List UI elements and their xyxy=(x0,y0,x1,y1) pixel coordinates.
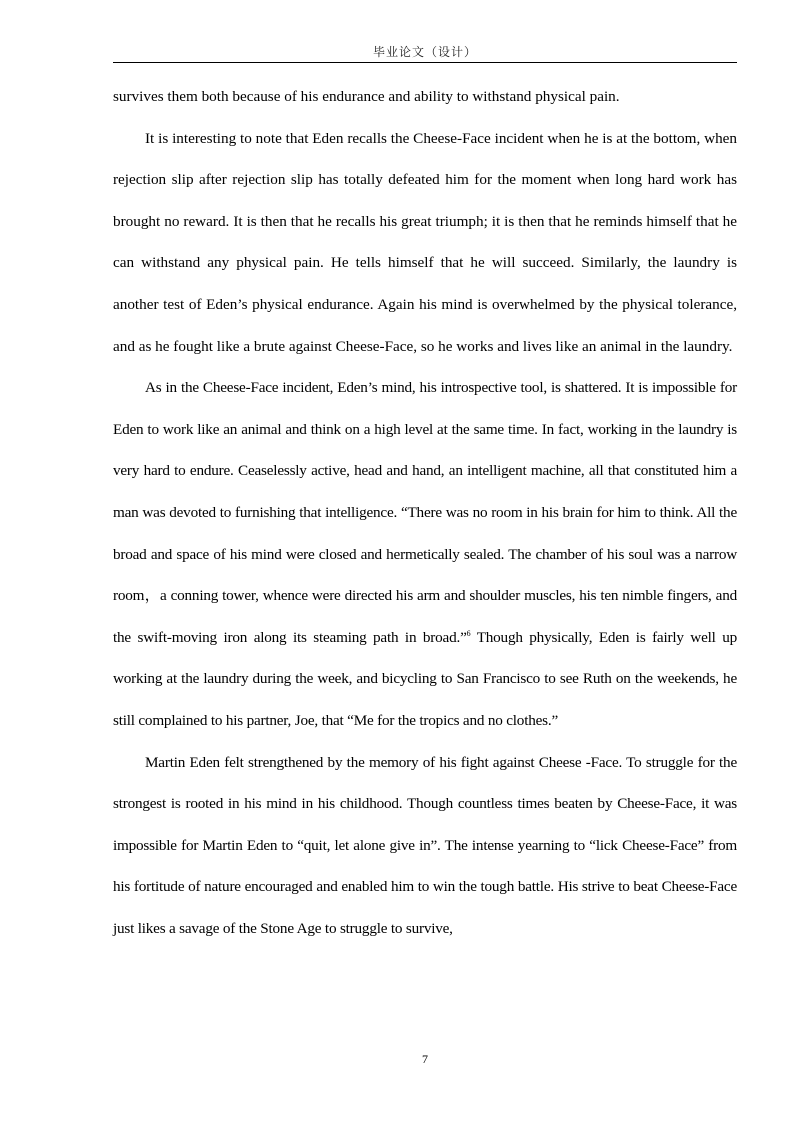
paragraph-3-text-before: As in the Cheese-Face incident, Eden’s mind, his introspective tool, is shattered. It is impossible for Eden to work like an animal and think on a high level at the same time. In fact, working in the laundry is very hard to endure. Ceaselessly active, head and hand, an intelligent machine, all that constituted him a man was devoted to furnishing that intelligence. “There was no room in his brain for him to think. All the broad and space of his mind were closed and hermetically sealed. The chamber of his soul was a narrow room，a conning tower, whence were directed his arm and shoulder muscles, his ten nimble fingers, and the swift-moving iron along its steaming path in broad.” xyxy=(113,379,737,646)
footnote-marker: 6 xyxy=(466,628,471,638)
page-number: 7 xyxy=(422,1052,428,1066)
paragraph-1: survives them both because of his endurance and ability to withstand physical pain. xyxy=(113,88,620,105)
header-rule xyxy=(113,62,737,63)
paragraph-4: Martin Eden felt strengthened by the memory of his fight against Cheese -Face. To struggle for the strongest is rooted in his mind in his childhood. Though countless times beaten by Cheese-Face, it was impossible for Martin Eden to “quit, let alone give in”. The intense yearning to “lick Cheese-Face” from his fortitude of nature encouraged and enabled him to win the tough battle. His strive to beat Cheese-Face just likes a savage of the Stone Age to struggle to survive, xyxy=(113,753,737,937)
page-header: 毕业论文（设计） xyxy=(372,45,477,59)
paragraph-2: It is interesting to note that Eden recalls the Cheese-Face incident when he is at the bottom, when rejection slip after rejection slip has totally defeated him for the moment when long hard work has brought no reward. It is then that he recalls his great triumph; it is then that he reminds himself that he can withstand any physical pain. He tells himself that he will succeed. Similarly, the laundry is another test of Eden’s physical endurance. Again his mind is overwhelmed by the physical tolerance, and as he fought like a brute against Cheese-Face, so he works and lives like an animal in the laundry. xyxy=(113,129,737,355)
paragraph-3 xyxy=(113,367,737,741)
paragraph-3-text-after: Though physically, Eden is fairly well up working at the laundry during the week, and bicycling to San Francisco to see Ruth on the weekends, he still complained to his partner, Joe, that “Me for the tropics and no clothes.” xyxy=(113,628,737,729)
body-text xyxy=(113,76,737,949)
